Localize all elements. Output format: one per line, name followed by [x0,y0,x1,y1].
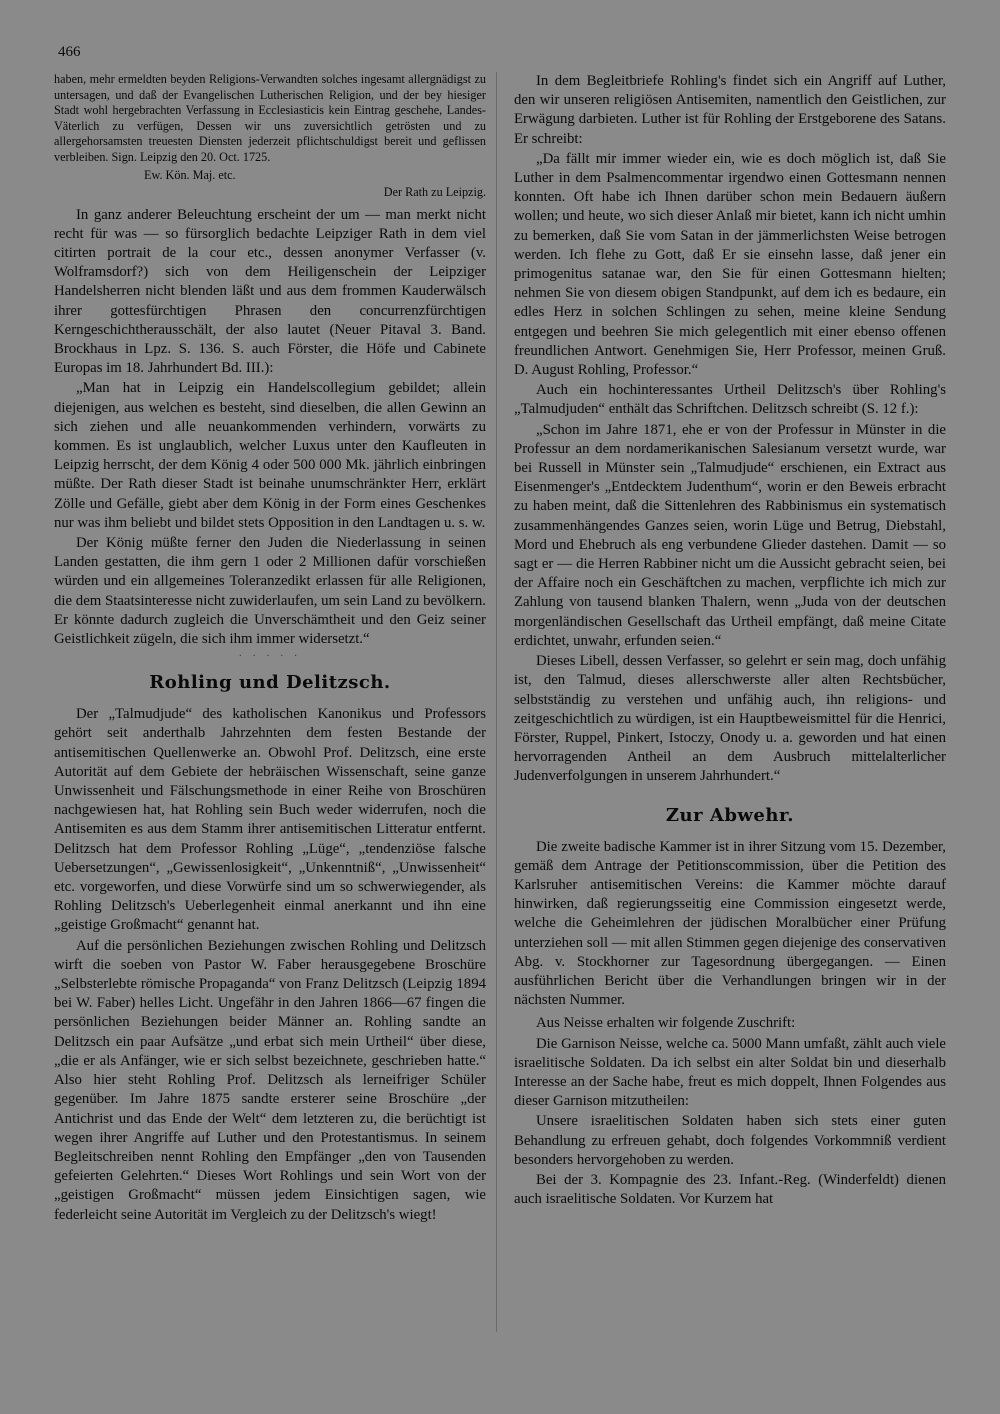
paragraph: Die Garnison Neisse, welche ca. 5000 Mann umfaßt, zählt auch viele israelitische Soldaten. Da ich selbst ein alter Soldat bin und dieserhalb Interesse an der Sache habe, freut es mich doppelt, Ihnen Folgendes aus dieser Garnison mitzutheilen: [514,1035,946,1110]
page-number: 466 [58,44,81,60]
paragraph: In ganz anderer Beleuchtung erscheint der um — man merkt nicht recht für was — so fürsorglich bedachte Leipziger Rath in dem viel citirten portrait de la cour etc., dessen anonymer Verfasser (v. Wolframsdorf?) sich von dem Heiligenschein der Leipziger Handelsherren nicht blenden läßt und aus dem frommen Kauderwälsch ihrer gottesfürchtigen Phrasen den concurrenzfürchtigen Kerngeschichtherausschält, der also lautet (Neuer Pitaval 3. Band. Brockhaus in Lpz. S. 136. S. auch Förster, die Höfe und Cabinete Europas im 18. Jahrhundert Bd. III.): [54,206,486,377]
quote-paragraph: „Schon im Jahre 1871, ehe er von der Professur in Münster in die Professur an dem nordamerikanischen Salesianum versetzt wurde, war bei Russell in Münster sein „Talmudjude“ erschienen, ein Extract aus Eisenmenger's „Entdecktem Judenthum“, worin er den Beweis erbracht zu haben meint, daß die Sittenlehren des Rabbinismus ein systematisch zusammenhängendes Ganzes seien, worin Lüge und Betrug, Diebstahl, Mord und Ehebruch als eng verbundene Glieder dastehen. Damit — so sagt er — die Herren Rabbiner nicht um die Aussicht gebracht seien, bei der Affaire noch ein Geschäftchen zu machen, verpflichte ich mich zur Zahlung von tausend blanken Thalern, wenn „Juda von der deutschen morgenländischen Gesellschaft das Urtheil empfängt, daß meine Citate erdichtet, unwahr, erfunden seien.“ [514,421,946,649]
quote-paragraph: „Da fällt mir immer wieder ein, wie es doch möglich ist, daß Sie Luther in dem Psalmencommentar irgendwo einen Gottesmann nennen konnten. Oft habe ich Ihnen darüber schon mein Bedauern äußern wollen; und heute, wo sich dieser Anlaß mir bietet, kann ich nicht umhin zu bemerken, daß Sie vom Satan in der jämmerlichsten Weise betrogen werden. Ich flehe zu Gott, daß Er sie einsehn lasse, daß jener ein primogenitus satanae war, den Sie für einen Gottesmann hielten; nehmen Sie von diesem obigen Standpunkt, auf dem ich es bedaure, ein edles Herz in solchen Schlingen zu sehen, meine kleine Sendung entgegen und beehren Sie mich gelegentlich mit einer ebenso offenen freundlichen Antwort. Genehmigen Sie, Herr Professor, meinen Gruß. D. August Rohling, Professor.“ [514,150,946,379]
paragraph: In dem Begleitbriefe Rohling's findet sich ein Angriff auf Luther, den wir unseren religiösen Antisemiten, namentlich den Geistlichen, zur Erwägung darbieten. Luther ist für Rohling der Erstgeborene des Satans. Er schreibt: [514,73,946,147]
decree-signature-council: Der Rath zu Leipzig. [383,184,486,199]
section-ornament: · · · · · [238,651,302,663]
paragraph: Bei der 3. Kompagnie des 23. Infant.-Reg. (Winderfeldt) dienen auch israelitische Soldaten. Vor Kurzem hat [514,1171,946,1208]
left-column [54,72,486,1226]
right-column [514,72,946,1210]
section-heading: Zur Abwehr. [665,804,795,826]
paragraph: Die zweite badische Kammer ist in ihrer Sitzung vom 15. Dezember, gemäß dem Antrage der Petitionscommission, über die Petition des Karlsruher antisemitischen Vereins: die Kammer möchte darauf hinwirken, daß regierungsseitig eine Commission eingesetzt werde, welche die Geheimlehren der jüdischen Moralbücher einer Prüfung unterziehen soll — mit allen Stimmen gegen diejenige des conservativen Abg. v. Stockhorner zur Tagesordnung übergegangen. — Einen ausführlichen Bericht über die Verhandlungen bringen wir in der nächsten Nummer. [514,838,946,1009]
paragraph: Aus Neisse erhalten wir folgende Zuschrift: [536,1015,796,1032]
section-heading: Rohling und Delitzsch. [149,672,391,694]
paragraph: Der „Talmudjude“ des katholischen Kanonikus und Professors gehört seit anderthalb Jahrzehnten dem festen Bestande der antisemitischen Quellenwerke an. Obwohl Prof. Delitzsch, eine erste Autorität auf dem Gebiete der hebräischen Wissenschaft, seine ganze Unwissenheit und Fälschungsmethode in einer Reihe von Broschüren nachgewiesen hat, hat Rohling sein Buch weder widerrufen, noch die Antisemiten es aus dem Stamm ihrer antisemitischen Litteratur entfernt. Delitzsch hat dem Professor Rohling „Lüge“, „tendenziöse falsche Uebersetzungen“, „Gewissenlosigkeit“, „Unkenntniß“, „Unwissenheit“ etc. vorgeworfen, und diese Vorwürfe sind um so schwerwiegender, als Rohling Delitzsch's Ueberlegenheit einmal anerkannt und ihn eine „geistige Großmacht“ genannt hat. [54,706,486,934]
paragraph: Auch ein hochinteressantes Urtheil Delitzsch's über Rohling's „Talmudjuden“ enthält das Schriftchen. Delitzsch schreibt (S. 12 f.): [514,382,946,418]
column-divider [496,72,497,1332]
quote-paragraph: Der König müßte ferner den Juden die Niederlassung in seinen Landen gestatten, die ihm gern 1 oder 2 Millionen dafür vorschießen würden und ein allgemeines Toleranzedikt erlassen für alle Religionen, die dem Staatsinteresse nicht zuwiderlaufen, um sein Land zu bevölkern. Er könnte dadurch zugleich die Unverschämtheit und den Geiz seiner Geistlichkeit zügeln, die sich ihm immer widersetzt.“ [54,535,486,648]
quote-paragraph: Dieses Libell, dessen Verfasser, so gelehrt er sein mag, doch unfähig ist, den Talmud, dieses allerschwerste aller alten Rechtsbücher, selbstständig zu verstehen und unfähig auch, ihn religions- und zeitgeschichtlich zu würdigen, ist ein Hauptbeweismittel für die Henrici, Förster, Ruppel, Pinkert, Istoczy, Onody u. a. geworden und hat einen hervorragenden Antheil an dem Ausbruch mittelalterlicher Judenverfolgungen in unserem Jahrhundert.“ [514,653,946,785]
decree-text: haben, mehr ermeldten beyden Religions-Verwandten solches ingesamt allergnädigst zu untersagen, und daß der Evangelischen Lutherischen Religion, und der bey hiesiger Stadt wohl hergebrachten Verfassung in Ecclesiasticis kein Eintrag geschehe, Landes-Väterlich zu verfügen, Dessen wir uns zuversichtlich getrösten und zu allergehorsamsten treuesten Diensten jederzeit pflichtschuldigst bereit und geflissen verbleiben. Sign. Leipzig den 20. Oct. 1725. [54,72,486,164]
paragraph: Auf die persönlichen Beziehungen zwischen Rohling und Delitzsch wirft die soeben von Pastor W. Faber herausgegebene Broschüre „Selbsterlebte römische Propaganda“ von Franz Delitzsch (Leipzig 1894 bei W. Faber) helles Licht. Ungefähr in den Jahren 1866—67 fingen die persönlichen Beziehungen beider Männer an. Rohling sandte an Delitzsch ein paar Aufsätze „und erbat sich mein Urtheil“ über diese, „die er als Anfänger, wie er sich selbst bezeichnete, geschrieben hatte.“ Also hier steht Rohling Prof. Delitzsch als lerneifriger Schüler gegenüber. Im Jahre 1875 sandte ersterer seine Broschüre „der Antichrist und das Ende der Welt“ dem letzteren zu, die berüchtigt ist wegen ihrer Angriffe auf Luther und den Protestantismus. In seinem Begleitschreiben nennt Rohling den Empfänger „den von Tausenden gefeierten Gelehrten.“ Dieses Wort Rohlings und sein Wort von der „geistigen Großmacht“ müssen jedem Einsichtigen sagen, wie federleicht seine Autorität im Vergleich zu der Delitzsch's wiegt! [54,937,486,1223]
paragraph: Unsere israelitischen Soldaten haben sich stets einer guten Behandlung zu erfreuen gehabt, doch folgendes Vorkommniß verdient besonders hervorgehoben zu werden. [514,1113,946,1168]
decree-signature-majesty: Ew. Kön. Maj. etc. [144,167,236,182]
quote-paragraph: „Man hat in Leipzig ein Handelscollegium gebildet; allein diejenigen, aus welchen es besteht, sind dieselben, die allen Gewinn an sich ziehen und alle neuankommenden verhindern, vorwärts zu kommen. Es ist unglaublich, welcher Luxus unter den Kaufleuten in Leipzig herrscht, der dem König 4 oder 500 000 Mk. jährlich einbringen müßte. Der Rath dieser Stadt ist beinahe unumschränkter Herr, erklärt Zölle und Gefälle, giebt aber dem König in der Form eines Geschenkes nur was ihm beliebt und bildet stets Opposition in den Landtagen u. s. w. [54,380,486,531]
